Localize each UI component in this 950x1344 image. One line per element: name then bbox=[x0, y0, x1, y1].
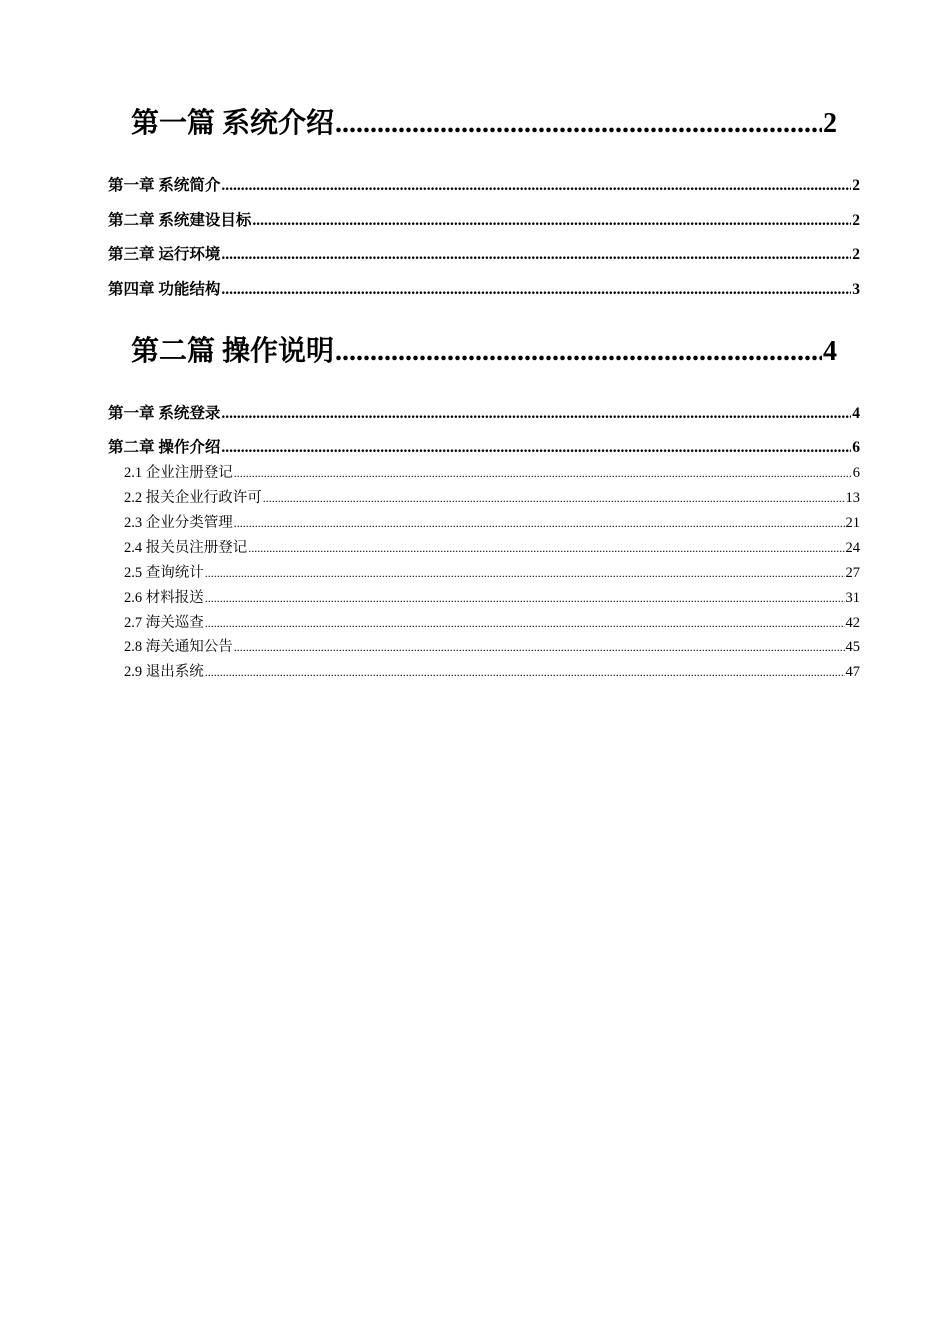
toc-page-number: 13 bbox=[845, 490, 860, 506]
toc-section-2-1[interactable] bbox=[124, 463, 860, 483]
toc-page-number: 2 bbox=[852, 246, 860, 263]
toc-section-2-2[interactable] bbox=[124, 488, 860, 508]
toc-page-number: 31 bbox=[845, 590, 860, 606]
toc-chapter-title: 第一章 系统登录 bbox=[108, 405, 221, 422]
toc-chapter-1-4[interactable] bbox=[108, 279, 860, 301]
toc-page-number: 21 bbox=[845, 515, 860, 531]
toc-page-number: 3 bbox=[852, 281, 860, 298]
toc-section-2-4[interactable] bbox=[124, 538, 860, 558]
toc-section-title: 2.2 报关企业行政许可 bbox=[124, 490, 262, 506]
toc-section-title: 2.5 查询统计 bbox=[124, 565, 204, 581]
toc-chapter-title: 第二章 系统建设目标 bbox=[108, 212, 252, 229]
toc-section-title: 2.4 报关员注册登记 bbox=[124, 540, 248, 556]
toc-page-number: 6 bbox=[852, 439, 860, 456]
toc-chapter-2-1[interactable] bbox=[108, 403, 860, 425]
toc-chapter-1-3[interactable] bbox=[108, 244, 860, 266]
toc-section-2-9[interactable] bbox=[124, 662, 860, 682]
toc-page-number: 2 bbox=[852, 212, 860, 229]
toc-chapter-2-2[interactable] bbox=[108, 437, 860, 459]
toc-section-title: 2.9 退出系统 bbox=[124, 664, 204, 680]
toc-section-2-6[interactable] bbox=[124, 588, 860, 608]
toc-chapter-1-1[interactable] bbox=[108, 175, 860, 197]
toc-part-title: 第一篇 系统介绍 bbox=[131, 108, 335, 139]
toc-dot-leader bbox=[252, 210, 851, 232]
toc-section-title: 2.7 海关巡查 bbox=[124, 615, 204, 631]
toc-dot-leader bbox=[205, 662, 845, 682]
toc-dot-leader bbox=[234, 637, 845, 657]
toc-dot-leader bbox=[221, 175, 851, 197]
toc-section-title: 2.6 材料报送 bbox=[124, 590, 204, 606]
toc-part-1[interactable] bbox=[131, 104, 837, 144]
toc-page-number: 45 bbox=[845, 639, 860, 655]
toc-dot-leader bbox=[221, 244, 851, 266]
toc-dot-leader bbox=[234, 463, 852, 483]
toc-chapter-1-2[interactable] bbox=[108, 210, 860, 232]
toc-page-number: 24 bbox=[845, 540, 860, 556]
toc-chapter-title: 第一章 系统简介 bbox=[108, 177, 221, 194]
toc-section-title: 2.8 海关通知公告 bbox=[124, 639, 233, 655]
toc-dot-leader bbox=[205, 563, 845, 583]
toc-dot-leader bbox=[335, 332, 822, 372]
toc-dot-leader bbox=[205, 613, 845, 633]
toc-dot-leader bbox=[221, 403, 851, 425]
toc-section-2-7[interactable] bbox=[124, 613, 860, 633]
toc-page-number: 4 bbox=[852, 405, 860, 422]
toc-page-number: 27 bbox=[845, 565, 860, 581]
toc-section-2-3[interactable] bbox=[124, 513, 860, 533]
toc-page-number: 4 bbox=[823, 336, 837, 367]
toc-part-2[interactable] bbox=[131, 332, 837, 372]
toc-section-title: 2.3 企业分类管理 bbox=[124, 515, 233, 531]
toc-dot-leader bbox=[221, 437, 851, 459]
toc-section-2-5[interactable] bbox=[124, 563, 860, 583]
toc-chapter-title: 第三章 运行环境 bbox=[108, 246, 221, 263]
toc-dot-leader bbox=[263, 488, 845, 508]
toc-page-number: 2 bbox=[823, 108, 837, 139]
toc-section-2-8[interactable] bbox=[124, 637, 860, 657]
toc-dot-leader bbox=[248, 538, 844, 558]
toc-page-number: 2 bbox=[852, 177, 860, 194]
toc-chapter-title: 第二章 操作介绍 bbox=[108, 439, 221, 456]
toc-section-title: 2.1 企业注册登记 bbox=[124, 465, 233, 481]
toc-part-title: 第二篇 操作说明 bbox=[131, 336, 335, 367]
toc-dot-leader bbox=[335, 104, 822, 144]
toc-dot-leader bbox=[221, 279, 851, 301]
toc-page-number: 47 bbox=[845, 664, 860, 680]
toc-dot-leader bbox=[205, 588, 845, 608]
toc-page-number: 6 bbox=[852, 465, 860, 481]
toc-chapter-title: 第四章 功能结构 bbox=[108, 281, 221, 298]
toc-dot-leader bbox=[234, 513, 845, 533]
toc-page-number: 42 bbox=[845, 615, 860, 631]
